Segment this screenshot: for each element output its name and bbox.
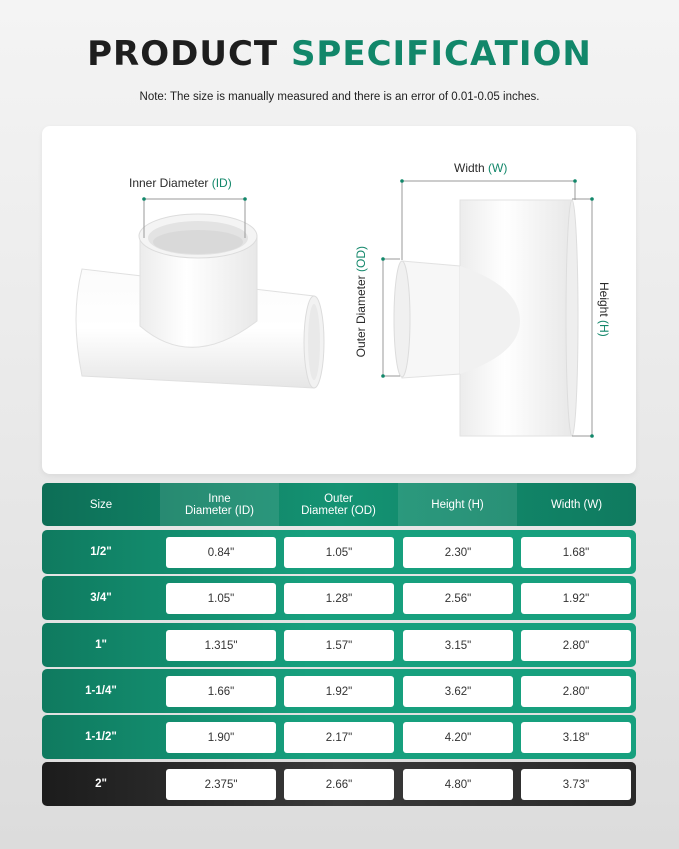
outer-diameter-text: Outer Diameter [354,275,368,358]
id-cell: 1.66" [166,676,276,707]
inner-diameter-text: Inner Diameter [129,176,209,190]
outer-diameter-abbr: (OD) [354,246,368,272]
height-cell: 3.62" [403,676,513,707]
od-cell: 1.28" [284,583,394,614]
height-text: Height [597,282,611,317]
od-cell: 1.92" [284,676,394,707]
inner-diameter-label [129,176,232,190]
width-cell: 3.18" [521,722,631,753]
width-cell: 1.68" [521,537,631,568]
size-cell: 1-1/4" [85,685,117,697]
id-cell: 1.315" [166,630,276,661]
od-cell: 1.05" [284,537,394,568]
inner-diameter-abbr: (ID) [211,176,232,190]
od-cell: 2.17" [284,722,394,753]
size-cell: 3/4" [90,592,112,604]
width-label [454,161,507,175]
width-cell: 1.92" [521,583,631,614]
product-diagram-card [42,126,636,474]
width-text: Width [454,161,485,175]
width-cell: 2.80" [521,676,631,707]
table-row [42,576,636,620]
table-row [42,762,636,806]
size-cell: 1-1/2" [85,731,117,743]
table-row [42,715,636,759]
height-abbr: (H) [597,320,611,337]
height-cell: 4.80" [403,769,513,800]
width-cell: 3.73" [521,769,631,800]
header-inner-diameter: Inne Diameter (ID) [160,483,279,526]
page-title [0,34,679,74]
right-tee [394,200,578,436]
outer-diameter-label [354,246,368,357]
height-cell: 4.20" [403,722,513,753]
height-cell: 3.15" [403,630,513,661]
table-row [42,530,636,574]
header-width: Width (W) [550,498,603,511]
id-cell: 0.84" [166,537,276,568]
id-cell: 1.90" [166,722,276,753]
left-tee [76,214,324,388]
title-part-1: PRODUCT [87,34,279,74]
od-cell: 2.66" [284,769,394,800]
height-label [597,282,611,337]
table-row [42,669,636,713]
width-cell: 2.80" [521,630,631,661]
measurement-note: Note: The size is manually measured and there is an error of 0.01-0.05 inches. [139,91,540,103]
header-outer-diameter: Outer Diameter (OD) [301,492,376,517]
id-cell: 2.375" [166,769,276,800]
id-cell: 1.05" [166,583,276,614]
header-size: Size [89,498,113,511]
width-abbr: (W) [488,161,508,175]
header-height: Height (H) [398,483,517,526]
size-cell: 2" [95,778,107,790]
size-cell: 1" [95,639,107,651]
title-part-2: SPECIFICATION [290,34,592,74]
table-header-row [42,483,636,526]
size-cell: 1/2" [90,546,112,558]
table-row [42,623,636,667]
height-cell: 2.30" [403,537,513,568]
od-cell: 1.57" [284,630,394,661]
height-cell: 2.56" [403,583,513,614]
